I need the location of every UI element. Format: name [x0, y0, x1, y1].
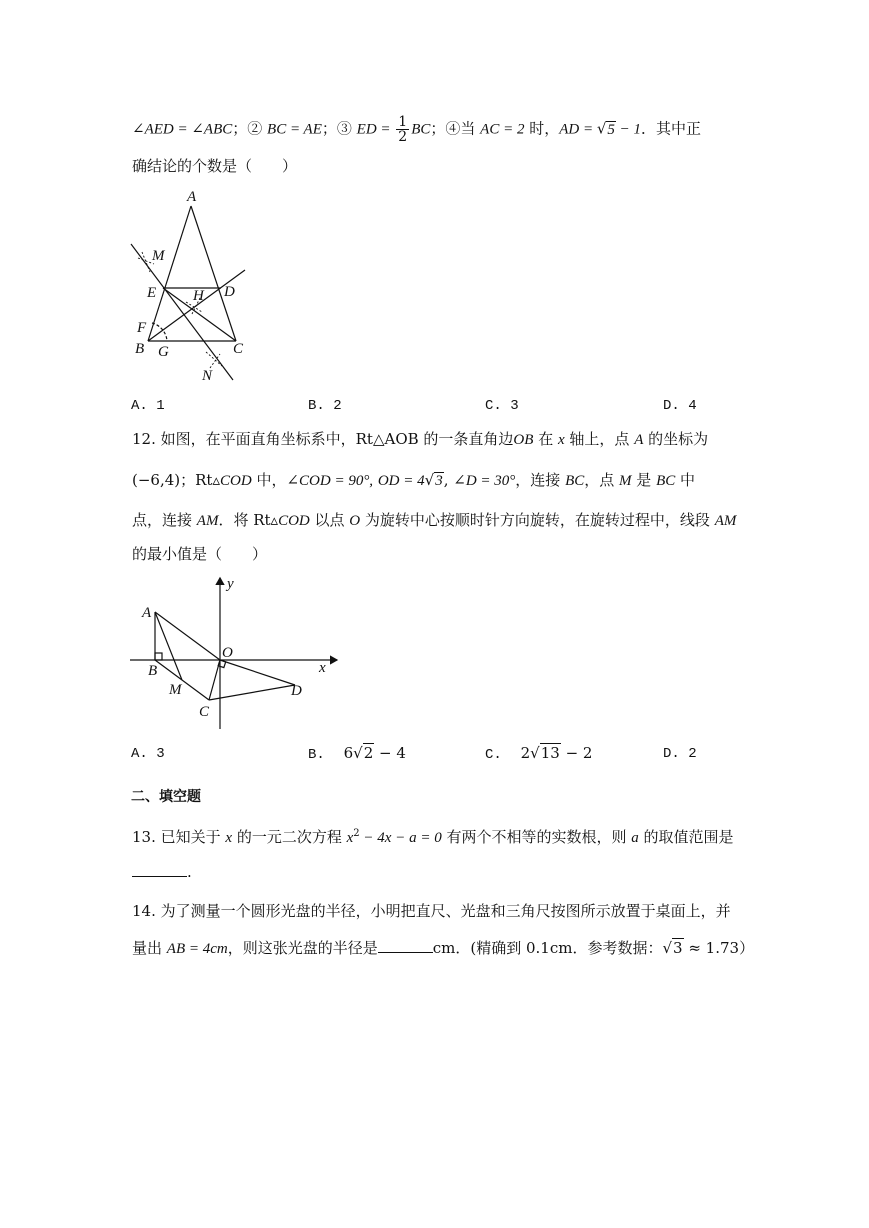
q12-option-c[interactable] — [485, 744, 592, 763]
q13-period: . — [187, 863, 192, 881]
q12-math-a: A — [634, 432, 644, 448]
q12-option-d[interactable]: D. 2 — [663, 746, 697, 762]
sqrt-symbol: √ — [662, 939, 673, 957]
q13-text: 的取值范围是 — [638, 828, 734, 846]
q13-answer-line — [132, 862, 192, 881]
label-b: B — [135, 341, 145, 357]
q12-math-angle-cod: ∠COD = 90°, — [286, 473, 374, 489]
q12-math-ob: OB — [513, 432, 534, 448]
q14-text: ．(精确到 0.1cm．参考数据： — [455, 939, 663, 957]
q14-answer-blank[interactable] — [378, 938, 433, 953]
fraction-denominator: 2 — [398, 129, 408, 145]
q14-text: ，则这张光盘的半径是 — [227, 939, 378, 957]
q13-answer-blank[interactable] — [132, 862, 187, 877]
q11-statement-3b: BC — [411, 121, 431, 138]
q12-text: , — [443, 471, 449, 489]
q13-text: 13. 已知关于 — [132, 828, 226, 846]
label-d: D — [291, 683, 302, 699]
q12-text: 12. 如图，在平面直角坐标系中， — [132, 430, 356, 448]
label-m: M — [169, 682, 182, 698]
option-letter: B. — [308, 747, 325, 763]
q13-exponent: 2 — [353, 828, 360, 839]
q11-statement-4b: 时， — [524, 119, 560, 138]
label-o: O — [222, 645, 233, 661]
q12-math-m: M — [619, 473, 632, 489]
line-mn — [131, 244, 233, 380]
segment-od — [220, 660, 295, 685]
q12-option-a[interactable]: A. 3 — [131, 746, 165, 762]
segment-cd — [209, 685, 295, 700]
q12-text: ；Rt▵ — [180, 471, 220, 489]
q12-math-am: AM — [714, 513, 737, 529]
label-c: C — [233, 341, 244, 357]
q12-math-rt-aob: Rt△AOB — [355, 430, 419, 448]
q14-text: ≈ 1.73） — [683, 939, 755, 957]
label-c: C — [199, 704, 210, 720]
q12-option-b[interactable] — [308, 744, 406, 763]
q12-line4: 的最小值是（ ） — [132, 545, 268, 563]
q13-math-x: x — [346, 830, 354, 846]
q11-option-a[interactable]: A. 1 — [131, 398, 165, 414]
option-math: 2 — [520, 744, 531, 762]
q12-text: 轴上，点 — [564, 430, 635, 448]
q12-text: 点，连接 — [132, 511, 197, 529]
q14-text: 量出 — [132, 939, 167, 957]
q13-text: 的一元二次方程 — [232, 828, 347, 846]
section-heading: 二、填空题 — [131, 789, 201, 805]
label-h: H — [193, 288, 204, 304]
q11-statement-1: ∠AED = ∠ABC — [132, 121, 233, 138]
label-y: y — [227, 576, 234, 592]
q13-line1 — [132, 823, 739, 849]
sqrt-symbol: √ — [424, 471, 435, 489]
q12-math-od: OD = 4 — [377, 473, 425, 489]
q11-statement-4a: AC = 2 — [480, 121, 525, 138]
label-e: E — [147, 285, 157, 301]
q12-figure — [125, 572, 345, 732]
q12-line1 — [132, 428, 739, 451]
option-math: − 4 — [374, 744, 406, 762]
q11-option-c[interactable]: C. 3 — [485, 398, 519, 414]
q12-math-bc: BC — [656, 473, 676, 489]
q11-statement-line1 — [132, 115, 739, 144]
q14-unit: cm — [432, 939, 456, 957]
option-math: 6 — [343, 744, 354, 762]
q12-text: 以点 — [309, 511, 350, 529]
q12-sqrt-radicand: 3 — [435, 473, 443, 489]
option-sqrt-radicand: 13 — [540, 744, 560, 762]
q11-line1-tail: ．其中正 — [641, 119, 702, 138]
q13-math-a: a — [631, 830, 639, 846]
q11-fraction — [396, 115, 409, 144]
q12-line2 — [132, 469, 739, 492]
q11-sep: ；④当 — [430, 119, 481, 138]
q13-math-equation: − 4x − a = 0 — [359, 830, 442, 846]
q12-text: 的坐标为 — [643, 430, 709, 448]
sqrt-symbol: √ — [530, 744, 540, 762]
fraction-numerator: 1 — [398, 114, 408, 130]
label-m: M — [152, 248, 165, 264]
q12-math-cod: COD — [220, 473, 252, 489]
q12-math-bc: BC — [565, 473, 585, 489]
q11-sep: ；② — [232, 119, 268, 138]
right-angle-o — [218, 660, 226, 668]
q13-math-x: x — [225, 830, 233, 846]
label-a: A — [187, 189, 197, 205]
q12-math-angle-d: ∠D = 30° — [453, 473, 516, 489]
q12-math-coord: (−6,4) — [132, 471, 181, 489]
q12-text: ，连接 — [515, 471, 566, 489]
q12-text: 为旋转中心按顺时针方向旋转，在旋转过程中，线段 — [360, 511, 715, 529]
q12-text: 是 — [631, 471, 657, 489]
sqrt-symbol: √ — [596, 119, 607, 138]
q12-math-x: x — [557, 432, 565, 448]
q12-text: 在 — [533, 430, 558, 448]
q11-option-b[interactable]: B. 2 — [308, 398, 342, 414]
label-x: x — [319, 660, 326, 676]
q12-line3 — [132, 509, 739, 532]
q12-math-o: O — [349, 513, 361, 529]
q11-figure — [120, 180, 260, 390]
q13-text: 有两个不相等的实数根，则 — [441, 828, 632, 846]
q12-math-cod: COD — [278, 513, 310, 529]
q11-statement-5b: − 1 — [615, 121, 642, 138]
q14-line1: 14. 为了测量一个圆形光盘的半径，小明把直尺、光盘和三角尺按图所示放置于桌面上，并 — [132, 902, 731, 920]
right-angle-b — [155, 653, 162, 660]
q12-text: 中， — [251, 471, 287, 489]
q11-statement-2: BC = AE — [267, 121, 322, 138]
label-d: D — [224, 284, 235, 300]
label-a: A — [142, 605, 152, 621]
label-n: N — [202, 368, 213, 384]
label-f: F — [137, 320, 147, 336]
q11-sep: ；③ — [321, 119, 357, 138]
label-g: G — [158, 344, 169, 360]
q12-text: 中 — [675, 471, 696, 489]
q11-statement-5a: AD = — [559, 121, 597, 138]
q11-statement-line2: 确结论的个数是（ ） — [132, 157, 298, 175]
option-sqrt-radicand: 2 — [363, 744, 374, 762]
option-letter: C. — [485, 747, 502, 763]
segment-ac — [191, 206, 236, 341]
option-math: − 2 — [560, 744, 593, 762]
q11-sqrt-radicand: 5 — [607, 121, 615, 138]
q14-line2 — [132, 937, 755, 960]
q12-math-am: AM — [196, 513, 219, 529]
q12-text: ．将 Rt▵ — [218, 511, 279, 529]
sqrt-symbol: √ — [353, 744, 363, 762]
q11-option-d[interactable]: D. 4 — [663, 398, 697, 414]
segment-ab — [148, 206, 191, 341]
q11-statement-3a: ED = — [356, 121, 395, 138]
label-b: B — [148, 663, 158, 679]
q12-text: 的一条直角边 — [418, 430, 514, 448]
q12-text: ，点 — [584, 471, 620, 489]
q14-math-ab: AB = 4cm — [166, 941, 228, 957]
q14-sqrt-radicand: 3 — [673, 939, 683, 957]
